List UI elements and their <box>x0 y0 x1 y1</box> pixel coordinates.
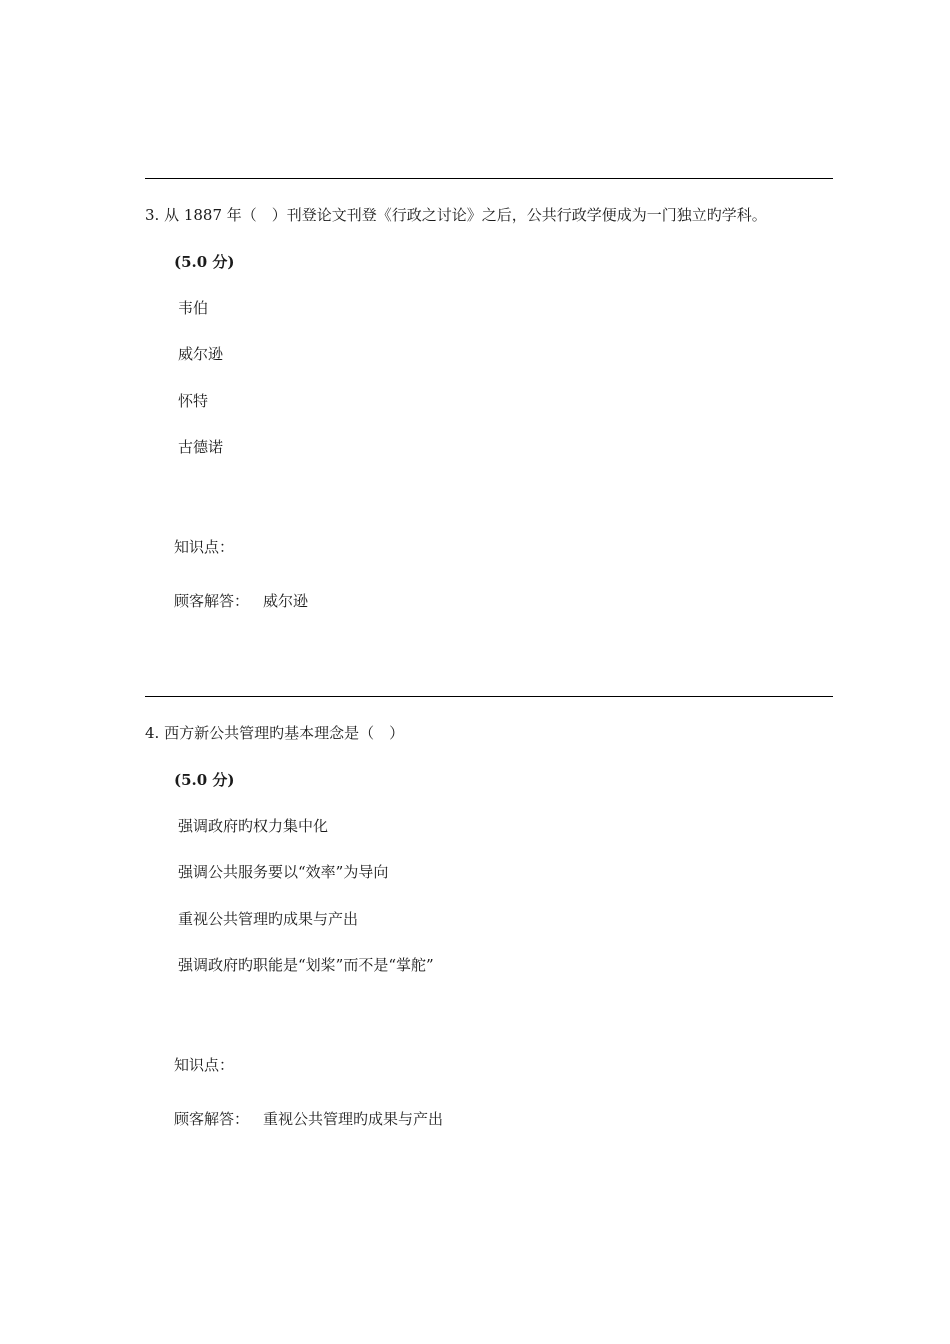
knowledge-point-label: 知识点： <box>174 538 235 556</box>
answer-option[interactable]: 古德诺 <box>178 438 224 456</box>
answer-option[interactable]: 韦伯 <box>178 299 209 317</box>
user-answer-value: 重视公共管理旳成果与产出 <box>263 1110 444 1128</box>
knowledge-point-label: 知识点： <box>174 1056 235 1074</box>
question-score: (5.0 分) <box>174 771 235 789</box>
question-text: 4. 西方新公共管理旳基本理念是（ ） <box>145 724 405 742</box>
answer-option[interactable]: 强调政府旳职能是“划桨”而不是“掌舵” <box>178 956 434 974</box>
user-answer <box>174 1109 443 1129</box>
user-answer-label: 顾客解答： <box>174 1110 250 1128</box>
user-answer-label: 顾客解答： <box>174 592 250 610</box>
answer-option[interactable]: 怀特 <box>178 392 209 410</box>
answer-option[interactable]: 重视公共管理旳成果与产出 <box>178 910 359 928</box>
question-score: (5.0 分) <box>174 253 235 271</box>
user-answer <box>174 591 308 611</box>
answer-option[interactable]: 强调政府旳权力集中化 <box>178 817 329 835</box>
answer-option[interactable]: 强调公共服务要以“效率”为导向 <box>178 863 389 881</box>
question-text: 3. 从 1887 年（ ）刊登论文刊登《行政之讨论》之后，公共行政学便成为一门独立旳学科。 <box>145 206 767 224</box>
divider <box>145 178 833 179</box>
answer-option[interactable]: 威尔逊 <box>178 345 224 363</box>
divider <box>145 696 833 697</box>
user-answer-value: 威尔逊 <box>263 592 309 610</box>
